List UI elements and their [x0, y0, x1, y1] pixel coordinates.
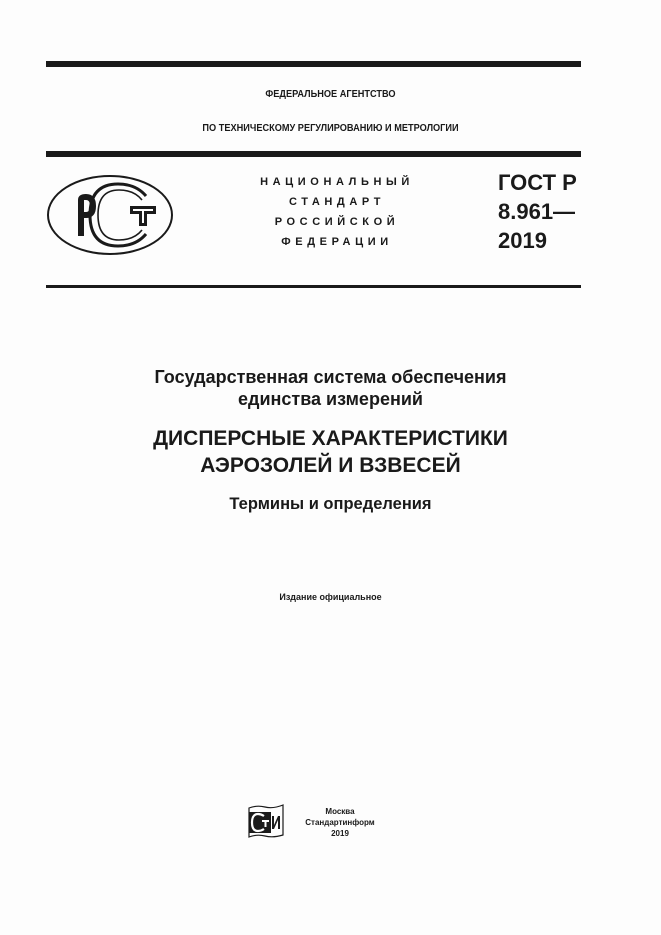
official-edition-label: Издание официальное — [279, 592, 382, 602]
designation-number: 8.961— — [498, 199, 576, 224]
publisher-info — [292, 806, 388, 839]
national-standard-line: СТАНДАРТ — [288, 196, 386, 208]
rst-gost-logo-icon — [46, 174, 176, 258]
standard-designation — [498, 168, 577, 255]
national-standard-line: НАЦИОНАЛЬНЫЙ — [260, 176, 414, 188]
national-standard-line: ФЕДЕРАЦИИ — [281, 236, 393, 248]
document-subtitle: Термины и определения — [229, 495, 432, 513]
designation-prefix: ГОСТ Р — [498, 170, 577, 195]
top-rule — [46, 61, 581, 67]
national-standard-label — [232, 172, 442, 252]
document-title-line: АЭРОЗОЛЕЙ И ВЗВЕСЕЙ — [200, 454, 461, 477]
national-standard-line: РОССИЙСКОЙ — [274, 216, 400, 228]
standartinform-logo-icon — [247, 803, 285, 839]
designation-year: 2019 — [498, 228, 547, 253]
publication-year: 2019 — [331, 829, 349, 838]
system-title-line: Государственная система обеспечения — [154, 367, 507, 387]
middle-rule — [46, 151, 581, 157]
document-title-line: ДИСПЕРСНЫЕ ХАРАКТЕРИСТИКИ — [153, 427, 508, 450]
agency-name-line-2: ПО ТЕХНИЧЕСКОМУ РЕГУЛИРОВАНИЮ И МЕТРОЛОГИИ — [202, 123, 459, 134]
document-title — [0, 425, 661, 479]
system-title-line: единства измерений — [238, 389, 423, 409]
publisher-city: Москва — [325, 807, 355, 816]
bottom-rule — [46, 285, 581, 288]
agency-name-line-1: ФЕДЕРАЛЬНОЕ АГЕНТСТВО — [265, 89, 396, 100]
system-title — [0, 366, 661, 410]
publisher-name: Стандартинформ — [305, 818, 375, 827]
